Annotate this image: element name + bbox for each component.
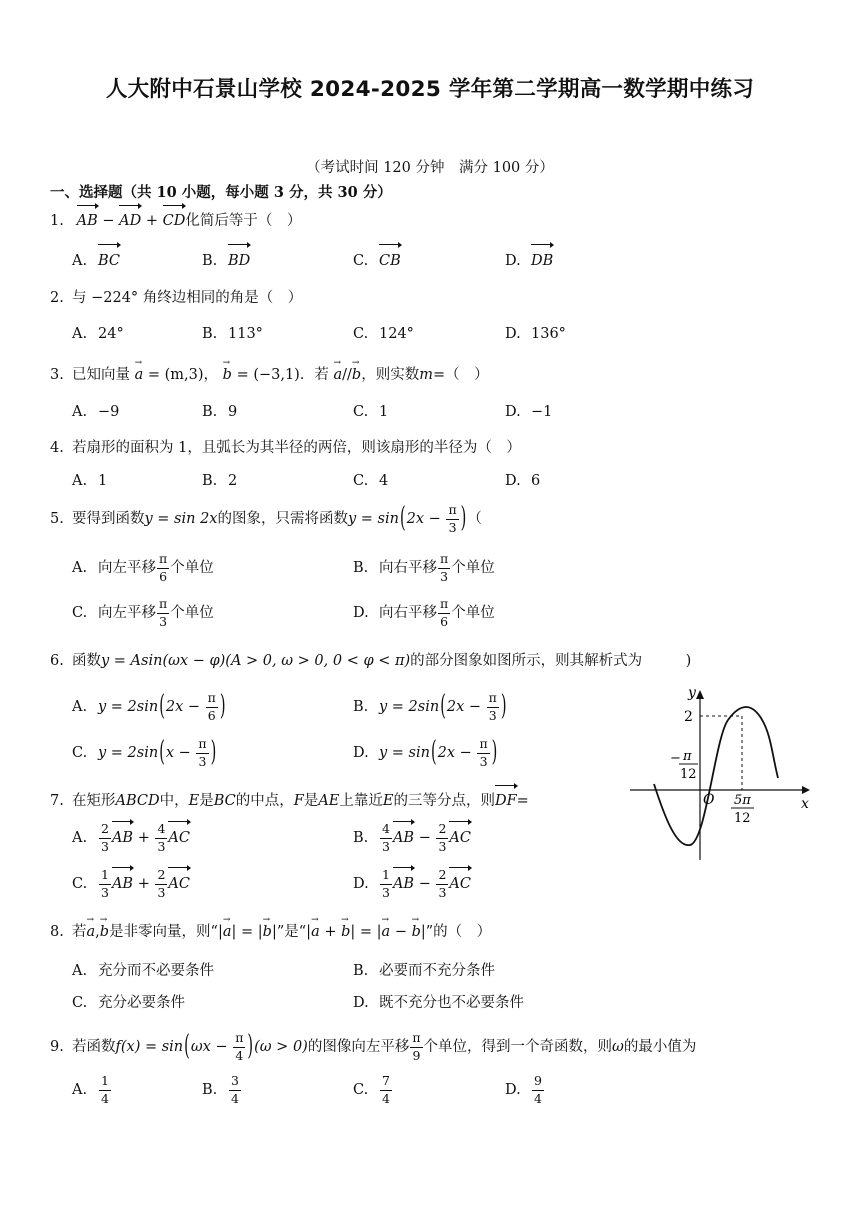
q7-option-c[interactable]: C. $\frac{1}{3}$ AB + $\frac{2}{3}$ AC bbox=[72, 867, 190, 900]
question-4: 4. 若扇形的面积为 1，且弧长为其半径的两倍，则该扇形的半径为（ ） bbox=[50, 440, 521, 456]
pos-tick-den: 12 bbox=[734, 811, 751, 826]
question-8: 8. 若→ a,→ b是非零向量，则“|→ a| = |→ b|”是“|→ a + → b| = |→ a − → b|”的（ ） bbox=[50, 915, 491, 946]
origin-label: O bbox=[703, 792, 715, 808]
exam-title: 人大附中石景山学校 2024-2025 学年第二学期高一数学期中练习 bbox=[105, 77, 755, 102]
y-max-label: 2 bbox=[684, 709, 693, 725]
q3-option-a[interactable]: A. −9 bbox=[72, 404, 120, 420]
question-6: 6. 函数y = Asin(ωx − φ)(A > 0, ω > 0, 0 < φ < π)的部分图象如图所示，则其解析式为 ) bbox=[50, 653, 692, 669]
q8-option-b[interactable]: B. 必要而不充分条件 bbox=[353, 963, 495, 979]
question-3: 3. 已知向量 → a = (m,3)， → b = (−3,1)．若 → a//→ b，则实数m=（ ） bbox=[50, 358, 489, 389]
q6-option-c[interactable]: C. y = 2sin(x − $\frac{\pi}{3}$ ) bbox=[72, 736, 217, 769]
section-heading: 一、选择题（共 10 小题，每小题 3 分，共 30 分） bbox=[50, 184, 392, 201]
q2-option-b[interactable]: B. 113° bbox=[202, 326, 263, 342]
q9-option-b[interactable]: B. $\frac{3}{4}$ bbox=[202, 1073, 239, 1106]
pos-tick-num: 5π bbox=[734, 793, 751, 808]
q2-option-a[interactable]: A. 24° bbox=[72, 326, 124, 342]
q8-option-c[interactable]: C. 充分必要条件 bbox=[72, 995, 185, 1011]
q5-option-b[interactable]: B. 向右平移 $\frac{\pi}{3}$ 个单位 bbox=[353, 551, 495, 584]
question-1: 1. AB − AD + CD化简后等于（ ） bbox=[50, 204, 301, 235]
exam-info: （考试时间 120 分钟 满分 100 分） bbox=[306, 160, 554, 176]
q8-option-a[interactable]: A. 充分而不必要条件 bbox=[72, 963, 214, 979]
x-axis-label: x bbox=[801, 796, 809, 812]
neg-tick-num: π bbox=[683, 749, 692, 764]
q6-sine-graph bbox=[620, 680, 820, 865]
question-5: 5. 要得到函数y = sin 2x的图象，只需将函数y = sin(2x − $\frac{\pi}{3}$ )（ bbox=[50, 502, 482, 535]
q3-option-c[interactable]: C. 1 bbox=[353, 404, 389, 420]
question-2: 2. 与 −224° 角终边相同的角是（ ） bbox=[50, 290, 303, 306]
q9-option-a[interactable]: A. $\frac{1}{4}$ bbox=[72, 1073, 109, 1106]
sine-curve bbox=[654, 707, 778, 845]
q8-option-d[interactable]: D. 既不充分也不必要条件 bbox=[353, 995, 524, 1011]
q9-option-d[interactable]: D. $\frac{9}{4}$ bbox=[505, 1073, 542, 1106]
q7-option-a[interactable]: A. $\frac{2}{3}$ AB + $\frac{4}{3}$ AC bbox=[72, 821, 190, 854]
q7-option-b[interactable]: B. $\frac{4}{3}$ AB − $\frac{2}{3}$ AC bbox=[353, 821, 471, 854]
q3-option-d[interactable]: D. −1 bbox=[505, 404, 553, 420]
x-axis-arrow bbox=[802, 786, 810, 794]
question-9: 9. 若函数f(x) = sin(ωx − $\frac{\pi}{4}$ )(ω > 0)的图像向左平移 $\frac{\pi}{9}$ 个单位，得到一个奇函数，则ω的最小值为 bbox=[50, 1030, 697, 1063]
neg-tick-sign: − bbox=[670, 751, 681, 766]
q3-option-b[interactable]: B. 9 bbox=[202, 404, 238, 420]
q2-option-c[interactable]: C. 124° bbox=[353, 326, 414, 342]
neg-tick-den: 12 bbox=[680, 767, 697, 782]
q7-option-d[interactable]: D. $\frac{1}{3}$ AB − $\frac{2}{3}$ AC bbox=[353, 867, 471, 900]
q5-option-d[interactable]: D. 向右平移 $\frac{\pi}{6}$ 个单位 bbox=[353, 596, 495, 629]
q6-option-d[interactable]: D. y = sin(2x − $\frac{\pi}{3}$ ) bbox=[353, 736, 498, 769]
q5-option-a[interactable]: A. 向左平移 $\frac{\pi}{6}$ 个单位 bbox=[72, 551, 214, 584]
q6-option-b[interactable]: B. y = 2sin(2x − $\frac{\pi}{3}$ ) bbox=[353, 690, 507, 723]
q4-option-b[interactable]: B. 2 bbox=[202, 473, 238, 489]
q9-option-c[interactable]: C. $\frac{7}{4}$ bbox=[353, 1073, 390, 1106]
y-axis-label: y bbox=[688, 685, 696, 701]
question-7: 7. 在矩形ABCD中，E是BC的中点，F是AE上靠近E的三等分点，则DF= bbox=[50, 784, 529, 815]
q1-option-d[interactable]: D. DB bbox=[505, 243, 553, 276]
q4-option-c[interactable]: C. 4 bbox=[353, 473, 389, 489]
q1-option-a[interactable]: A. BC bbox=[72, 243, 120, 276]
q5-option-c[interactable]: C. 向左平移 $\frac{\pi}{3}$ 个单位 bbox=[72, 596, 214, 629]
q1-option-b[interactable]: B. BD bbox=[202, 243, 250, 276]
q2-option-d[interactable]: D. 136° bbox=[505, 326, 566, 342]
q4-option-a[interactable]: A. 1 bbox=[72, 473, 108, 489]
q6-option-a[interactable]: A. y = 2sin(2x − $\frac{\pi}{6}$ ) bbox=[72, 690, 226, 723]
y-axis-arrow bbox=[696, 690, 704, 699]
q1-option-c[interactable]: C. CB bbox=[353, 243, 401, 276]
q4-option-d[interactable]: D. 6 bbox=[505, 473, 541, 489]
